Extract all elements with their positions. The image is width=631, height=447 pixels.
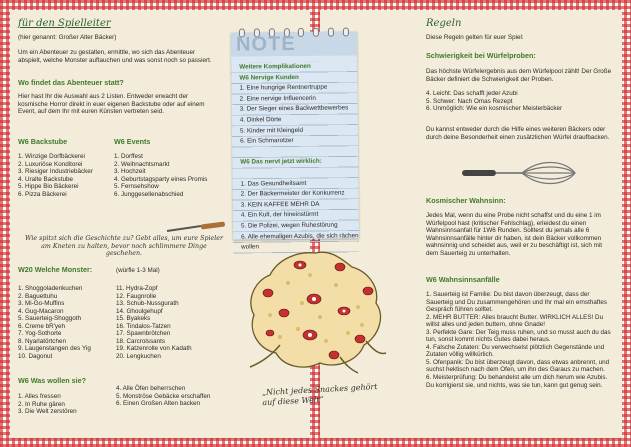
list-item: 2. Luxuriöse Konditorei bbox=[18, 160, 83, 168]
list-item: 5. Schwer: Nach Omas Rezept bbox=[426, 97, 513, 105]
list-item: 2. Baguettuhu bbox=[18, 292, 58, 300]
list-item: 2. MEHR BUTTER: Alles braucht Butter. WIRKLICH ALLES! Du willst alles und jeden buttern, ohne Gnade! bbox=[426, 313, 604, 329]
difficulty-list bbox=[426, 90, 562, 113]
list-item: 4. Dinkel Dörte bbox=[239, 116, 282, 124]
list-item: 20. Lengkuchen bbox=[116, 352, 161, 360]
subtitle: (hier genannt: Großer Alter Bäcker) bbox=[18, 34, 117, 41]
note-lines bbox=[231, 61, 359, 253]
rules-intro: Diese Regeln gelten für euer Spiel: bbox=[426, 34, 524, 41]
where-text: Hier hast Ihr die Auswahl aus 2 Listen. Entweder erwacht der kosmische Horror direkt in euer eigenen Backstube oder auf einem Event, auf dem Ihr mit euren Künsten vertreten seid. bbox=[18, 93, 205, 116]
list-item: 5. Die Polizei, wegen Ruhestörung bbox=[240, 221, 338, 230]
monster-heading: W20 Welche Monster: bbox=[18, 265, 93, 274]
list-item: 2. Der Bäckermeister der Konkurrenz bbox=[240, 189, 345, 198]
want-heading: W6 Was wollen sie? bbox=[18, 376, 87, 385]
list-item: 6. Pizza Bäckerei bbox=[18, 190, 67, 198]
list-item: 5. Ofenpanik: Du bist überzeugt davon, dass etwas anbrennt, und suchst hektisch nach dem Ofen, um ihn des Garaus zu machen. bbox=[426, 358, 610, 374]
list-item: 4. Alle Öfen beherrschen bbox=[116, 385, 186, 392]
list-item: 1. Das Gesundheitsamt bbox=[240, 179, 307, 188]
wahnsinn-heading: Kosmischer Wahnsinn: bbox=[426, 196, 506, 205]
italic-note: Wie spitzt sich die Geschichte zu? Gebt alles, um eure Spieler am Kneten zu halten, bevor noch schlimmere Dinge geschehen. bbox=[25, 235, 223, 258]
list-item: 3. Hochzeit bbox=[114, 168, 146, 176]
note-label: NOTE bbox=[235, 32, 296, 56]
list-item: 4. Uralte Backstube bbox=[18, 175, 73, 183]
wahnsinn-text: Jedes Mal, wenn du eine Probe nicht schaffst und du eine 1 im Würfelpool hast (kritischer Fehlschlag), erleidest du einen Wahnsinnsanfall für 1W6 Runden. Solltest du jemals alle 6 Wahnsinnsanfälle hinter dir haben, ist dein Bäcker vollkommen wahnsinnig und scheidet aus, weil er zu beschäftigt ist, sich mit dem Sauerteig zu unterhalten. bbox=[426, 212, 603, 257]
list-item: 4. Geburtstagsparty eines Promis bbox=[114, 175, 208, 183]
list-item: 3. KEIN KAFFEE MEHR DA bbox=[240, 200, 320, 209]
anfaelle-heading: W6 Wahnsinnsanfälle bbox=[426, 275, 500, 284]
list-item: 3. Mi-Go-Muffins bbox=[18, 300, 65, 308]
backstube-heading: W6 Backstube bbox=[18, 137, 68, 146]
list-item: 15. Byakeks bbox=[116, 315, 151, 323]
nervige-heading: W6 Nervige Kunden bbox=[239, 73, 299, 82]
list-item: 6. Alle ehemaligen Azubis, die sich rächen wollen bbox=[241, 231, 359, 251]
list-item: 19. Katzenrolle von Kadath bbox=[116, 345, 192, 353]
complications-heading: Weitere Komplikationen bbox=[239, 62, 311, 71]
list-item: 13. Schub-Nussgurath bbox=[116, 300, 179, 308]
list-item: 3. Perfekte Gare: Der Teig muss ruhen, und so musst auch du das tun, sonst kommt nichts Gutes dabei heraus. bbox=[426, 328, 611, 344]
anfaelle-list bbox=[426, 291, 616, 389]
rules-title: Regeln bbox=[426, 18, 462, 29]
list-item: 18. Carcrolssants bbox=[116, 337, 165, 345]
where-heading: Wo findet das Abenteuer statt? bbox=[18, 78, 124, 87]
monster-caption: „Nicht jedes Snackes gehört auf diese Welt“ bbox=[261, 382, 378, 407]
list-item: 5. Kinder mit Kleingeld bbox=[239, 126, 303, 135]
monster-list-1 bbox=[18, 285, 91, 360]
dice-text: Das höchste Würfelergebnis aus dem Würfelpool zählt! Der Große Bäcker definiert die Schwierigkeit der Proben. bbox=[426, 68, 612, 83]
dough-monster-illustration bbox=[240, 245, 390, 375]
intro-text: Um ein Abenteuer zu gestalten, ermittle, wo sich das Abenteuer abspielt, welche Monster auftauchen und was sonst noch so passiert. bbox=[18, 49, 212, 64]
whisk-icon bbox=[460, 158, 580, 188]
list-item: 3. Riesiger Industriebäcker bbox=[18, 168, 93, 176]
list-item: 4. Leicht: Das schafft jeder Azubi bbox=[426, 90, 518, 97]
list-item: 10. Dagonut bbox=[18, 352, 53, 360]
list-item: 3. Der Sieger eines Backwettbewerbes bbox=[239, 104, 349, 113]
list-item: 6. Creme bR'yeh bbox=[18, 322, 66, 330]
note-header bbox=[231, 31, 357, 56]
page-title: für den Spielleiter bbox=[18, 18, 111, 29]
list-item: 2. Weihnachtsmarkt bbox=[114, 160, 170, 168]
list-item: 6. Meisterprüfung: Du behandelst alle um dich herum wie Azubis. Du korrigierst sie, und nichts, was sie tun, kann gut genug sein. bbox=[426, 374, 608, 389]
list-item: 6. Einen Großen Alten backen bbox=[116, 400, 201, 408]
list-item: 6. Junggesellenabschied bbox=[114, 190, 184, 198]
list-item: 1. Alles fressen bbox=[18, 393, 61, 400]
list-item: 5. Hippe Bio Bäckerei bbox=[18, 183, 79, 191]
list-item: 1. Winzige Dorfbäckerei bbox=[18, 153, 85, 160]
list-item: 1. Dorffest bbox=[114, 153, 143, 160]
list-item: 2. Eine nervige Influencerin bbox=[239, 94, 316, 103]
list-item: 11. Hydra-Zopf bbox=[116, 285, 158, 292]
list-item: 14. Ghoulgehupf bbox=[116, 307, 163, 315]
monster-list-2 bbox=[116, 285, 192, 360]
list-item: 5. Fernsehshow bbox=[114, 183, 159, 191]
dice-heading: Schwierigkeit bei Würfelproben: bbox=[426, 51, 536, 60]
list-item: 8. Nyarlatörtchen bbox=[18, 337, 66, 345]
backstube-list bbox=[18, 153, 93, 198]
dice-extra-text: Du kannst entweder durch die Hilfe eines weiteren Bäckers oder durch deine Besonderheit einen zusätzlichen Würfel draufbacken. bbox=[426, 126, 610, 141]
list-item: 2. In Ruhe gären bbox=[18, 400, 65, 408]
list-item: 4. Falsche Zutaten: Du verwechselst plötzlich Gegenstände und Zutaten völlig willkürlich. bbox=[426, 343, 605, 359]
list-item: 6. Unmöglich: Wie ein kosmischer Meisterbäcker bbox=[426, 105, 563, 113]
list-item: 4. Ein Kult, der hineinstürmt bbox=[240, 211, 319, 219]
note-pad bbox=[231, 31, 359, 251]
events-heading: W6 Events bbox=[114, 137, 151, 146]
list-item: 5. Sauerteig-Shoggoth bbox=[18, 315, 82, 323]
nervt-heading: W6 Das nervt jetzt wirklich: bbox=[240, 158, 322, 166]
list-item: 4. Gug-Macaron bbox=[18, 307, 64, 315]
events-list bbox=[114, 153, 220, 198]
list-item: 6. Ein Schmarotzer bbox=[240, 137, 294, 145]
list-item: 1. Shoggoladenkuchen bbox=[18, 285, 83, 292]
want-list-2 bbox=[116, 385, 211, 408]
list-item: 9. Laugenstangen des Yig bbox=[18, 345, 91, 353]
list-item: 1. Sauerteig ist Familie: Du bist davon überzeugt, dass der Sauerteig und Du zusammengehören und Ihr mal ein ernsthaftes Gespräch führen solltet. bbox=[426, 291, 607, 314]
monster-subheading: (würfle 1-3 Mal) bbox=[116, 267, 160, 274]
list-item: 3. Die Welt zerstören bbox=[18, 408, 77, 416]
list-item: 12. Faugnrolle bbox=[116, 292, 157, 300]
rolling-pin-icon bbox=[165, 221, 227, 235]
list-item: 5. Monströse Gebäcke erschaffen bbox=[116, 392, 211, 400]
want-list-1 bbox=[18, 393, 77, 416]
list-item: 7. Yog-Sothorte bbox=[18, 330, 62, 338]
list-item: 1. Eine hungrige Rentnertruppe bbox=[239, 83, 328, 92]
list-item: 17. Spawnbrötchen bbox=[116, 330, 171, 338]
list-item: 16. Tindalos-Tatzen bbox=[116, 322, 171, 330]
